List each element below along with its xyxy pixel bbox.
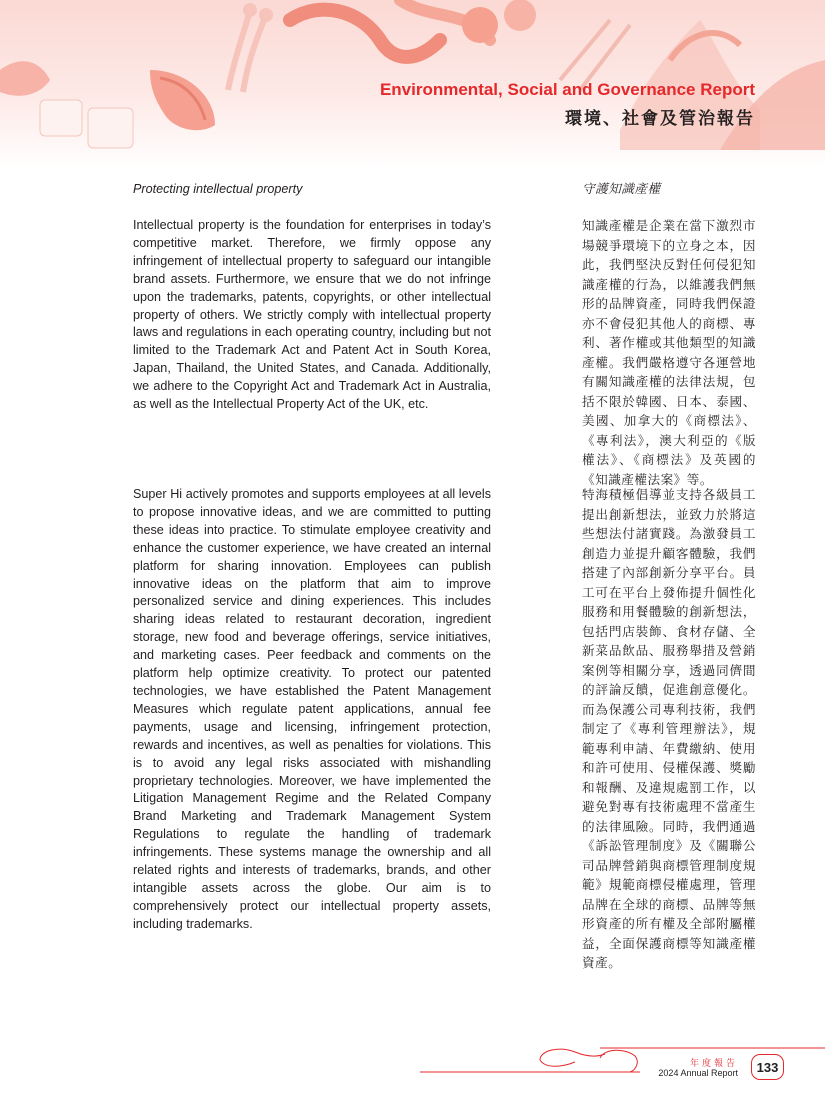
header-banner (0, 0, 825, 170)
footer-label-zh: 年度報告 (689, 1058, 738, 1068)
paragraph-innovation-en: Super Hi actively promotes and supports employees at all levels to propose innovative ideas, and we are committed to putting these ideas into practice. To stimulate employee creativity and enhance the customer experience, we have created an internal platform for sharing innovation. Employees can publish innovative ideas on the platform that aim to improve personalized service and dining experiences. This includes sharing ideas related to restaurant decoration, ingredient storage, new food and beverage offerings, service initiatives, and marketing cases. Peer feedback and comments on the platform help optimize creativity. To protect our patented technologies, we have established the Patent Management Measures which regulate patent applications, annual fee payments, usage and licensing, infringement protection, rewards and incentives, as well as penalties for violations. This is to avoid any legal risks associated with mishandling proprietary technologies. Moreover, we have implemented the Litigation Management Regime and the Related Company Brand Marketing and Trademark Management System Regulations to regulate the handling of trademark infringements. These systems manage the ownership and all related rights and interests of trademarks, brands, and other intangible assets across the globe. Our aim is to comprehensively protect our intellectual property assets, including trademarks. (133, 487, 491, 931)
report-title-zh: 環境、社會及管治報告 (565, 109, 755, 128)
paragraph-ip-foundation-zh: 知識產權是企業在當下激烈市場競爭環境下的立身之本，因此，我們堅決反對任何侵犯知識產權的行為，以維護我們無形的品牌資產，同時我們保證亦不會侵犯其他人的商標、專利、著作權或其他類型的知識產權。我們嚴格遵守各運營地有關知識產權的法律法規，包括不限於韓國、日本、泰國、美國、加拿大的《商標法》、《專利法》，澳大利亞的《版權法》、《商標法》及英國的《知識產權法案》等。 (582, 219, 756, 487)
page-number: 133 (751, 1054, 784, 1080)
paragraph-ip-foundation-en: Intellectual property is the foundation for enterprises in today’s competitive market. Therefore, we firmly oppose any infringement of intellectual property to safeguard our intangible brand assets. Furthermore, we ensure that we do not infringe upon the trademarks, patents, copyrights, or other intellectual property of others. We strictly comply with intellectual property laws and regulations in each operating country, including but not limited to the Trademark Act and Patent Act in South Korea, Japan, Thailand, the United States, and Canada. Additionally, we adhere to the Copyright Act and Trademark Act in Australia, as well as the Intellectual Property Act of the UK, etc. (133, 218, 491, 412)
section-heading-en: Protecting intellectual property (133, 182, 303, 196)
section-heading-zh: 守護知識產權 (582, 182, 661, 196)
footer-label-en: 2024 Annual Report (658, 1068, 738, 1078)
paragraph-innovation-zh: 特海積極倡導並支持各級員工提出創新想法，並致力於將這些想法付諸實踐。為激發員工創造力並提升顧客體驗，我們搭建了內部創新分享平台。員工可在平台上發佈提升個性化服務和用餐體驗的創新想法，包括門店裝飾、食材存儲、全新菜品飲品、服務舉措及營銷案例等相關分享，透過同儕間的評論反饋，促進創意優化。而為保護公司專利技術，我們制定了《專利管理辦法》，規範專利申請、年費繳納、使用和許可使用、侵權保護、獎勵和報酬、及違規處罰工作，以避免對專有技術處理不當產生的法律風險。同時，我們通過《訴訟管理制度》及《關聯公司品牌營銷與商標管理制度規範》規範商標侵權處理，管理品牌在全球的商標、品牌等無形資產的所有權及全部附屬權益，全面保護商標等知識產權資產。 (582, 488, 756, 970)
report-title-en: Environmental, Social and Governance Report (379, 80, 755, 99)
